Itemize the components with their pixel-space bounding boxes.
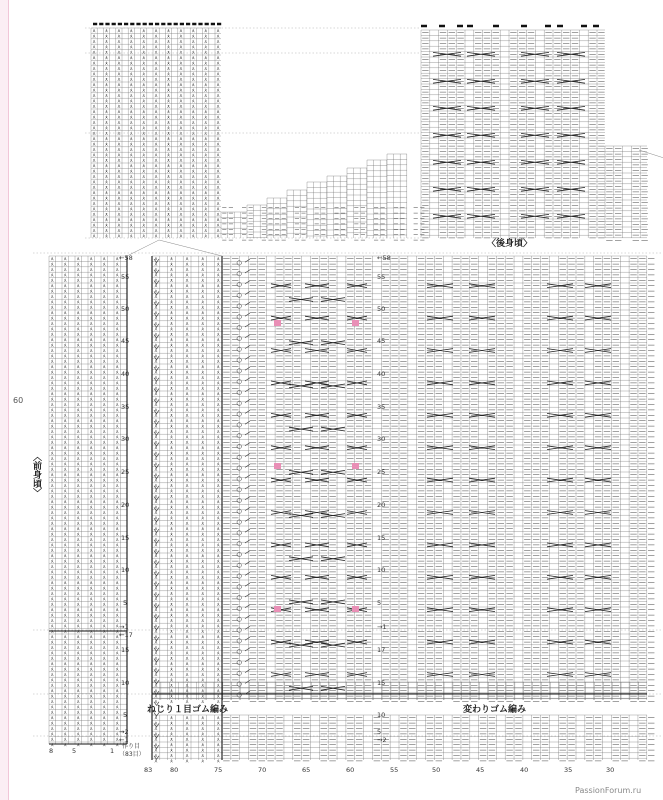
main-row-label: 35 [377,403,386,411]
bottom-stitch-number: 83 [144,766,153,774]
front-row-label: 40 [121,370,130,378]
front-row-label: →1 [119,623,129,631]
twisted-knit-symbol [155,257,220,703]
decrease-symbol [245,259,250,694]
bottom-stitch-number: 70 [258,766,267,774]
twisted-knit-symbol [155,716,220,762]
highlight-cell [274,320,281,326]
main-row-label: 10 [377,711,386,719]
bottom-stitch-number: 75 [214,766,223,774]
main-row-label: →2 [377,736,387,744]
back-shoulder-step-grid [247,205,267,238]
bottom-stitch-number: 80 [170,766,179,774]
highlight-cell [352,606,359,612]
bottom-stitch-number: 65 [302,766,311,774]
back-shoulder-step-grid [267,198,287,238]
main-row-label: 55 [377,273,386,281]
back-shoulder-step-grid [387,154,407,238]
front-row-label: 10 [121,566,130,574]
front-row-label: 30 [121,435,130,443]
back-shoulder-step-grid [221,212,247,238]
left-stitch-number: 1 [110,747,115,755]
bottom-stitch-number: 35 [564,766,573,774]
left-stitch-number: 8 [49,747,54,755]
front-row-label: 50 [121,305,130,313]
back-body-title: 〈後身頃〉 [487,239,533,249]
purl-dash-symbol [223,718,654,761]
front-row-label: 20 [121,501,130,509]
purl-dash-symbol [222,208,424,240]
main-row-label: 20 [377,501,386,509]
highlight-cell [274,463,281,469]
main-body-grid [222,256,647,700]
front-row-label: 5 [123,711,128,719]
front-row-label: →2 [119,728,129,736]
main-row-label: 5 [377,728,382,736]
bottom-stitch-number: 45 [476,766,485,774]
bind-off-bar-symbol [93,24,599,26]
main-row-label: 45 [377,337,386,345]
variant-rib-title: 変わりゴム編み [463,705,527,715]
front-row-label: 25 [121,468,130,476]
back-shoulder-step-grid [327,176,347,238]
main-row-label: 30 [377,435,386,443]
main-row-label: 10 [377,566,386,574]
front-row-label: 55 [121,273,130,281]
front-row-label: 15 [121,646,130,654]
highlight-cell [274,606,281,612]
main-row-label: →1 [377,623,387,631]
main-row-label: 15 [377,679,386,687]
back-shoulder-step-grid [367,160,387,238]
front-body-title: 〈前身頃〉 [31,452,41,497]
main-row-label: 25 [377,468,386,476]
front-row-label: ←1 [119,736,129,744]
cast-on-label: 作り目 [122,743,141,750]
main-row-label: 40 [377,370,386,378]
bottom-stitch-number: 55 [390,766,399,774]
front-row-label: 15 [121,534,130,542]
front-row-label: 35 [121,403,130,411]
twisted-rib-title: ねじり１目ゴム編み [147,705,229,715]
knitting-chart [9,0,663,800]
main-row-label: 17 [377,646,386,654]
back-shoulder-step-grid [287,190,307,238]
front-row-label: 10 [121,679,130,687]
front-row-label: ←58 [119,254,133,262]
front-row-label: 45 [121,337,130,345]
bottom-stitch-number: 30 [606,766,615,774]
main-row-label: 5 [377,599,382,607]
twisted-knit-symbol [51,257,119,746]
bottom-stitch-number: 50 [432,766,441,774]
highlight-cell [352,463,359,469]
ribbing-column-grid [152,256,222,700]
left-stitch-number: 5 [72,747,77,755]
transition-rib-grid [152,679,647,700]
back-right-panel-grid [421,30,605,238]
front-row-label: 5 [123,599,128,607]
chart-frame [8,0,663,800]
cast-on-count-label: （83目） [119,751,145,758]
back-shoulder-step-grid [307,182,327,238]
main-row-label: 50 [377,305,386,313]
left-measure-label: 60 [13,396,24,405]
highlight-cell [352,320,359,326]
bottom-stitch-number: 40 [520,766,529,774]
bottom-stitch-number: 60 [346,766,355,774]
lower-variant-rib-grid [222,715,647,760]
main-row-label: 15 [377,534,386,542]
watermark-text: PassionForum.ru [575,786,642,795]
back-shoulder-step-grid [347,168,367,238]
front-row-label: ←17 [119,631,133,639]
main-row-label: ←58 [377,254,391,262]
